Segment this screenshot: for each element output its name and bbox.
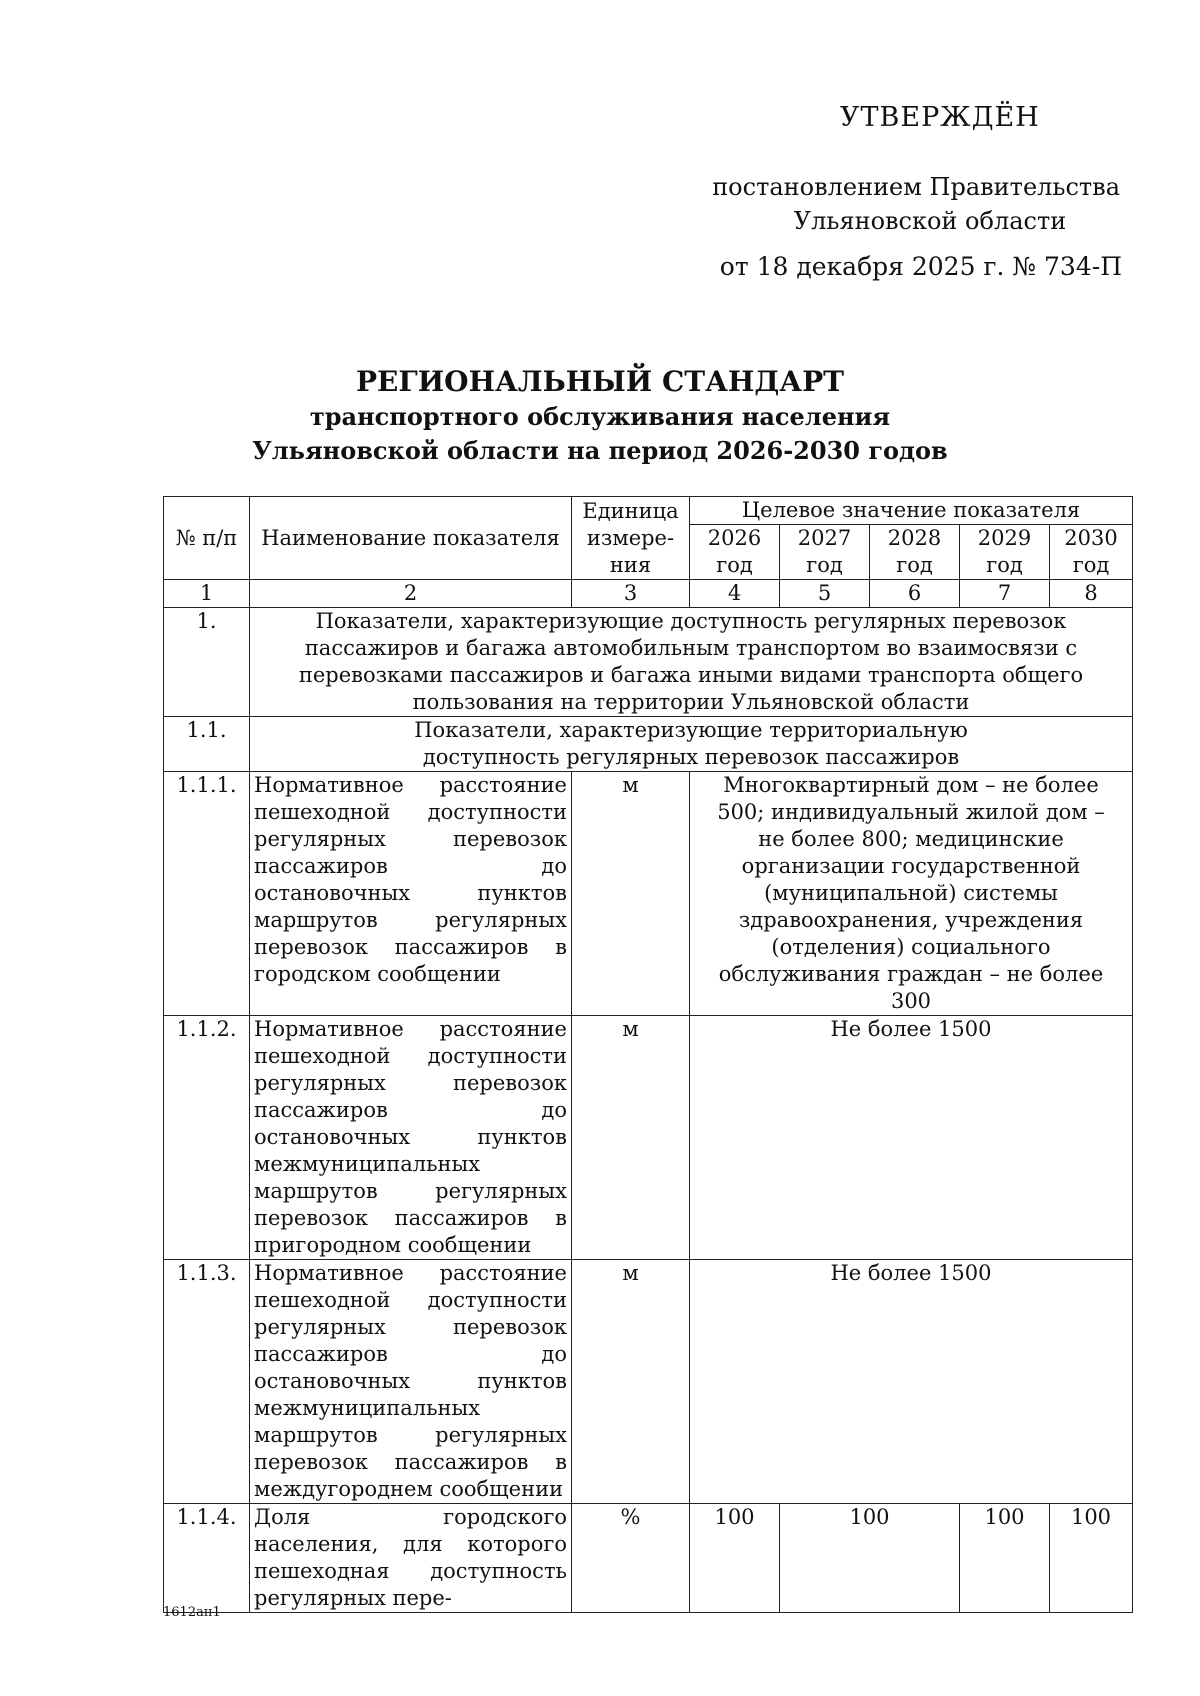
section-row [164,608,1133,717]
title-line-2: транспортного обслуживания населения [309,402,891,431]
header-year: 2030 год [1050,525,1133,580]
row-value: Многоквартирный дом – не более 500; индивидуальный жилой дом – не более 800; медицинские организации государственной (муниципальной) системы здравоохранения, учреждения (отделения) социального обслуживания граждан – не более 300 [690,772,1133,1016]
section-num: 1. [164,608,250,717]
header-year: 2029 год [960,525,1050,580]
header-num: № п/п [164,497,250,580]
table-row [164,772,1133,1016]
row-value-2028: 100 [960,1504,1050,1613]
row-num: 1.1.3. [164,1260,250,1504]
subsection-text: Показатели, характеризующие территориальную доступность регулярных перевозок пассажиров [250,717,1133,772]
header-year: 2026 год [690,525,780,580]
row-value-2027: 100 [780,1504,960,1613]
header-year: 2027 год [780,525,870,580]
row-value: Не более 1500 [690,1016,1133,1260]
row-unit: % [572,1504,690,1613]
row-name: Нормативное расстояние пешеходной доступности регулярных перевозок пассажиров до остановочных пунктов маршрутов регулярных перевозок пассажиров в городском сообщении [250,772,572,1016]
row-value: Не более 1500 [690,1260,1133,1504]
row-name: Нормативное расстояние пешеходной доступности регулярных перевозок пассажиров до остановочных пунктов межмуниципальных маршрутов регулярных перевозок пассажиров в пригородном сообщении [250,1016,572,1260]
col-number: 5 [780,580,870,608]
document-code: 1612ан1 [163,1605,221,1620]
header-name: Наименование показателя [250,497,572,580]
row-num: 1.1.4. [164,1504,250,1613]
section-text: Показатели, характеризующие доступность регулярных перевозок пассажиров и багажа автомобильным транспортом во взаимосвязи с перевозками пассажиров и багажа иными видами транспорта общего пользования на территории Ульяновской области [250,608,1133,717]
row-value-2030: 100 [1050,1504,1133,1613]
subsection-row [164,717,1133,772]
decree-reference [700,170,1120,238]
decree-date: от 18 декабря 2025 г. № 734-П [719,252,1122,281]
col-number: 2 [250,580,572,608]
approval-stamp: УТВЕРЖДЁН [840,102,1040,133]
subsection-num: 1.1. [164,717,250,772]
column-numbers-row [164,580,1133,608]
decree-line-2: Ульяновской области [793,207,1067,235]
document-title [0,364,1200,468]
header-unit: Единица измере-ния [572,497,690,580]
col-number: 3 [572,580,690,608]
header-year: 2028 год [870,525,960,580]
row-unit: м [572,1016,690,1260]
row-num: 1.1.2. [164,1016,250,1260]
row-unit: м [572,772,690,1016]
row-name: Нормативное расстояние пешеходной доступности регулярных перевозок пассажиров до остановочных пунктов межмуниципальных маршрутов регулярных перевозок пассажиров в междугороднем сообщении [250,1260,572,1504]
table-row [164,1504,1133,1613]
title-line-3: Ульяновской области на период 2026-2030 годов [252,436,948,465]
col-number: 7 [960,580,1050,608]
row-name: Доля городского населения, для которого пешеходная доступность регулярных пере- [250,1504,572,1613]
table-row [164,1016,1133,1260]
col-number: 1 [164,580,250,608]
title-line-1: РЕГИОНАЛЬНЫЙ СТАНДАРТ [356,365,844,398]
col-number: 4 [690,580,780,608]
table-row [164,1260,1133,1504]
col-number: 8 [1050,580,1133,608]
col-number: 6 [870,580,960,608]
decree-line-1: постановлением Правительства [712,173,1120,201]
standard-table [163,496,1133,1613]
header-target: Целевое значение показателя [690,497,1133,525]
row-unit: м [572,1260,690,1504]
row-value-2026: 100 [690,1504,780,1613]
row-num: 1.1.1. [164,772,250,1016]
table-header-row [164,497,1133,525]
